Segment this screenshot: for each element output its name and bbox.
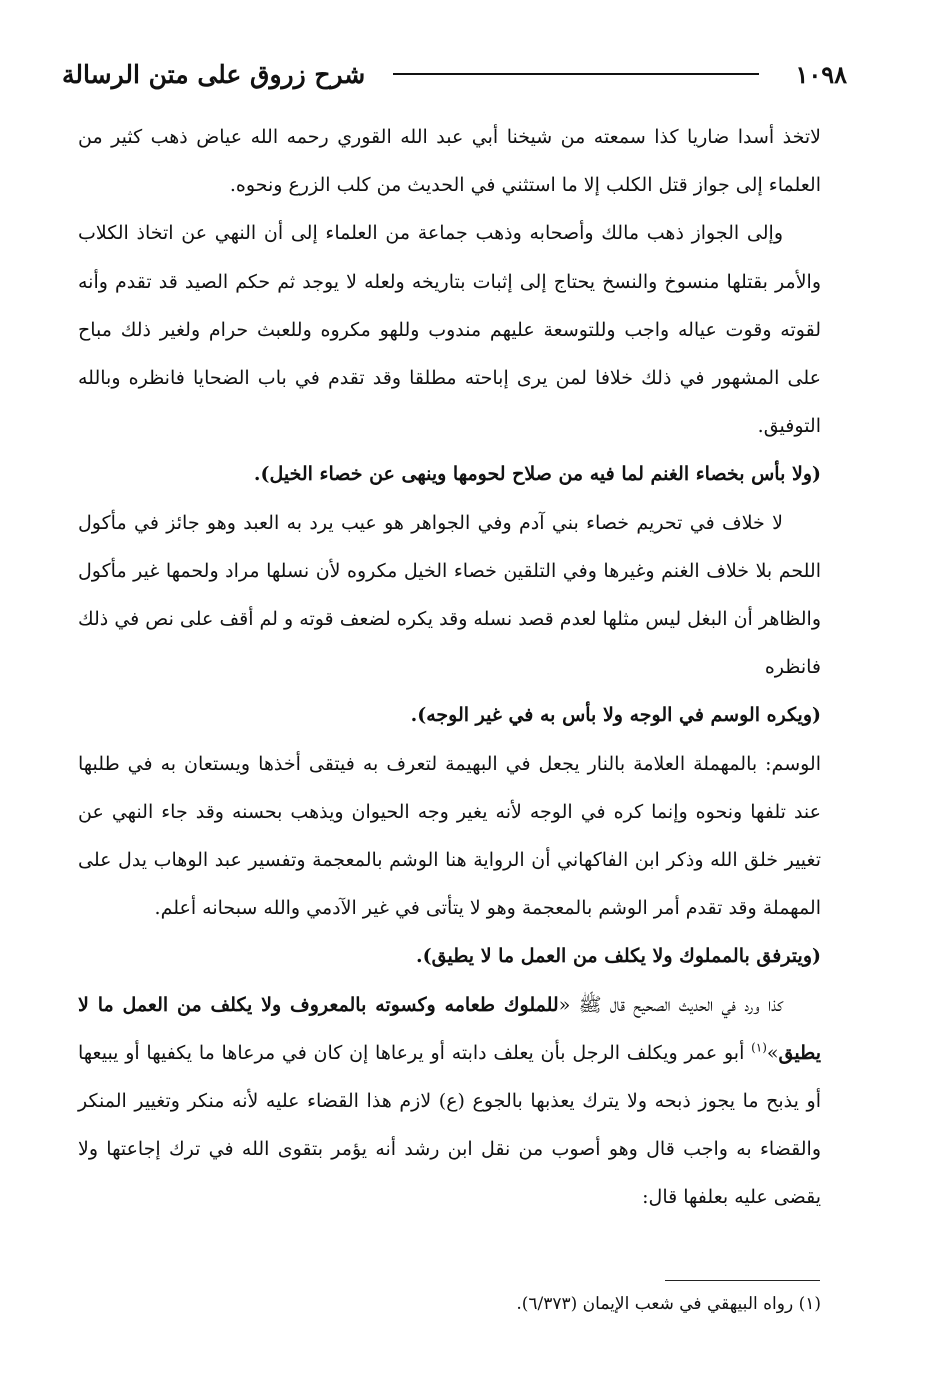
paragraph-1: لاتخذ أسدا ضاريا كذا سمعته من شيخنا أبي عبد الله القوري رحمه الله عياض ذهب كثير من العلماء إلى جواز قتل الكلب إلا ما استثني في الحديث من كلب الزرع ونحوه. [78,126,821,197]
paragraph-2: وإلى الجواز ذهب مالك وأصحابه وذهب جماعة من العلماء إلى أن النهي عن اتخاذ الكلاب والأمر بقتلها منسوخ والنسخ يحتاج إلى إثبات بتاريخه ولعله لا يوجد ثم حكم الصيد قد تقدم وأنه لقوته وقوت عياله واجب وللتوسعة عليهم مندوب وللهو مكروه وللعبث حرام ولغير ذلك مباح على المشهور في ذلك خلافا لمن يرى إباحته مطلقا وقد تقدم في باب الضحايا فانظره وبالله التوفيق. [78,222,821,438]
matn-heading-2: (ويكره الوسم في الوجه ولا بأس به في غير الوجه). [410,704,821,727]
header-rule [393,73,759,75]
body-text [78,113,821,1222]
page-header [62,52,847,96]
page-number: ١٠٩٨ [795,59,847,89]
paragraph-3: لا خلاف في تحريم خصاء بني آدم وفي الجواهر هو عيب يرد به العبد وهو جائز في مأكول اللحم بلا خلاف الغنم وغيرها وفي التلقين خصاء الخيل مكروه لأن نسلها مراد ولحمها غير مأكول والظاهر أن البغل ليس مثلها لعدم قصد نسله وقد يكره لضعف قوته و لم أقف على نص في ذلك فانظره [78,511,821,679]
matn-heading-3: (ويترفق بالمملوك ولا يكلف من العمل ما لا يطيق). [416,945,821,968]
hadith-close-quote: » [766,1041,779,1064]
running-title: شرح زروق على متن الرسالة [62,59,366,89]
paragraph-5 [78,981,821,1222]
paragraph-4: الوسم: بالمهملة العلامة بالنار يجعل في البهيمة لتعرف به فيتقى أخذها ويستعان به في طلبها عند تلفها ونحوه وإنما كره في الوجه لأنه يغير وجه الحيوان ويذهب بحسنه وقد جاء النهي عن تغيير خلق الله وذكر ابن الفاكهاني أن الرواية هنا الوشم بالمعجمة وتفسير عبد الوهاب يدل على المهملة وقد تقدم أمر الوشم بالمعجمة وهو لا يتأتى في غير الآدمي والله سبحانه أعلم. [78,752,821,920]
paragraph-5-intro: كذا ورد في الحديث الصحيح قال ﷺ « [558,993,783,1016]
matn-heading-1: (ولا بأس بخصاء الغنم لما فيه من صلاح لحومها وينهى عن خصاء الخيل). [253,463,821,486]
footnote-rule [665,1280,820,1281]
paragraph-5-rest: أبو عمر ويكلف الرجل بأن يعلف دابته أو يرعاها إن كان في مرعاها ما يكفيها أو يبيعها أو يذبح ما يجوز ذبحه ولا يترك يعذبها بالجوع (ع) لازم هذا القضاء عليه لأنه منكر وتغيير المنكر والقضاء به واجب قال وهو أصوب من نقل ابن رشد أنه يؤمر بتقوى الله في ترك إجاعتها ولا يقضى عليه بعلفها قال: [78,1041,821,1209]
footnote-1: (١) رواه البيهقي في شعب الإيمان (٦/٣٧٣). [516,1294,821,1314]
footnote-marker: (١) [751,1040,767,1055]
hadith-text: للملوك طعامه وكسوته بالمعروف ولا يكلف من العمل ما لا يطيق [78,993,821,1064]
